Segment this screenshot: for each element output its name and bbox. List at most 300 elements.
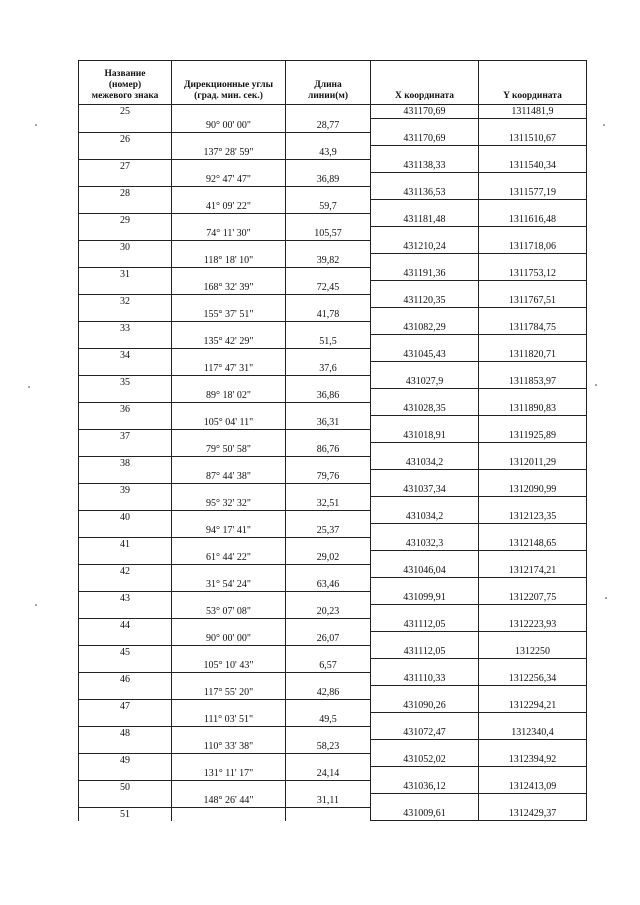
angle-cell-empty bbox=[172, 159, 286, 173]
y-coordinate-cell: 1311510,67 bbox=[479, 132, 587, 146]
y-coordinate-cell-empty bbox=[479, 443, 587, 457]
mark-name-cell-empty bbox=[79, 524, 172, 538]
line-length-cell: 29,02 bbox=[286, 551, 371, 565]
mark-name-cell: 48 bbox=[79, 726, 172, 740]
angle-cell-empty bbox=[172, 321, 286, 335]
y-coordinate-cell-empty bbox=[479, 227, 587, 241]
line-length-cell: 39,82 bbox=[286, 254, 371, 268]
table-row-point bbox=[79, 780, 587, 794]
y-coordinate-cell-empty bbox=[479, 416, 587, 430]
y-coordinate-cell-empty bbox=[479, 686, 587, 700]
directional-angle-cell: 105° 10' 43" bbox=[172, 659, 286, 673]
y-coordinate-cell: 1311718,06 bbox=[479, 240, 587, 254]
x-coordinate-cell: 431027,9 bbox=[371, 375, 479, 389]
line-length-cell: 25,37 bbox=[286, 524, 371, 538]
mark-name-cell: 34 bbox=[79, 348, 172, 362]
directional-angle-cell: 61° 44' 22" bbox=[172, 551, 286, 565]
y-coordinate-cell-empty bbox=[479, 119, 587, 133]
directional-angle-cell: 111° 03' 51" bbox=[172, 713, 286, 727]
length-cell-empty bbox=[286, 483, 371, 497]
table-row-point bbox=[79, 483, 587, 497]
length-cell-empty bbox=[286, 348, 371, 362]
line-length-cell: 41,78 bbox=[286, 308, 371, 322]
y-coordinate-cell: 1311890,83 bbox=[479, 402, 587, 416]
mark-name-cell-empty bbox=[79, 146, 172, 160]
y-coordinate-cell-empty bbox=[479, 794, 587, 808]
y-coordinate-cell-empty bbox=[479, 281, 587, 295]
length-cell-empty bbox=[286, 429, 371, 443]
table-row-point bbox=[79, 132, 587, 146]
mark-name-cell: 29 bbox=[79, 213, 172, 227]
mark-name-cell-empty bbox=[79, 740, 172, 754]
line-length-cell: 72,45 bbox=[286, 281, 371, 295]
angle-cell-empty bbox=[172, 267, 286, 281]
table-row-point bbox=[79, 186, 587, 200]
table-row-segment bbox=[79, 686, 587, 700]
table-row-segment bbox=[79, 443, 587, 457]
line-length-cell: 37,6 bbox=[286, 362, 371, 376]
line-length-cell: 28,77 bbox=[286, 119, 371, 133]
length-cell-empty bbox=[286, 618, 371, 632]
length-cell-empty bbox=[286, 159, 371, 173]
y-coordinate-cell-empty bbox=[479, 308, 587, 322]
x-coordinate-cell-empty bbox=[371, 605, 479, 619]
angle-cell-empty bbox=[172, 807, 286, 821]
table-row-segment bbox=[79, 524, 587, 538]
mark-name-cell-empty bbox=[79, 794, 172, 808]
y-coordinate-cell-empty bbox=[479, 605, 587, 619]
y-coordinate-cell-empty bbox=[479, 578, 587, 592]
header-mark-name: Название (номер) межевого знака bbox=[79, 61, 172, 105]
mark-name-cell-empty bbox=[79, 227, 172, 241]
header-line-length: Длина линии(м) bbox=[286, 61, 371, 105]
directional-angle-cell: 74° 11' 30" bbox=[172, 227, 286, 241]
table-row-segment bbox=[79, 632, 587, 646]
x-coordinate-cell: 431034,2 bbox=[371, 510, 479, 524]
table-row-segment bbox=[79, 740, 587, 754]
table-row-segment bbox=[79, 254, 587, 268]
table-row-segment bbox=[79, 659, 587, 673]
line-length-cell: 79,76 bbox=[286, 470, 371, 484]
angle-cell-empty bbox=[172, 591, 286, 605]
mark-name-cell-empty bbox=[79, 173, 172, 187]
x-coordinate-cell: 431210,24 bbox=[371, 240, 479, 254]
table-row-point bbox=[79, 510, 587, 524]
directional-angle-cell: 95° 32' 32" bbox=[172, 497, 286, 511]
mark-name-cell-empty bbox=[79, 713, 172, 727]
x-coordinate-cell: 431018,91 bbox=[371, 429, 479, 443]
mark-name-cell: 40 bbox=[79, 510, 172, 524]
x-coordinate-cell-empty bbox=[371, 470, 479, 484]
angle-cell-empty bbox=[172, 780, 286, 794]
scan-speck bbox=[595, 384, 597, 386]
y-coordinate-cell-empty bbox=[479, 389, 587, 403]
x-coordinate-cell: 431120,35 bbox=[371, 294, 479, 308]
length-cell-empty bbox=[286, 537, 371, 551]
y-coordinate-cell: 1311784,75 bbox=[479, 321, 587, 335]
length-cell-empty bbox=[286, 240, 371, 254]
mark-name-cell: 33 bbox=[79, 321, 172, 335]
length-cell-empty bbox=[286, 645, 371, 659]
header-x-coordinate: X координата bbox=[371, 61, 479, 105]
directional-angle-cell: 89° 18' 02" bbox=[172, 389, 286, 403]
table-row-point bbox=[79, 699, 587, 713]
angle-cell-empty bbox=[172, 294, 286, 308]
angle-cell-empty bbox=[172, 483, 286, 497]
x-coordinate-cell: 431170,69 bbox=[371, 132, 479, 146]
length-cell-empty bbox=[286, 294, 371, 308]
directional-angle-cell: 135° 42' 29" bbox=[172, 335, 286, 349]
y-coordinate-cell: 1312223,93 bbox=[479, 618, 587, 632]
scan-speck bbox=[28, 386, 30, 388]
angle-cell-empty bbox=[172, 240, 286, 254]
line-length-cell: 20,23 bbox=[286, 605, 371, 619]
directional-angle-cell: 31° 54' 24" bbox=[172, 578, 286, 592]
x-coordinate-cell-empty bbox=[371, 551, 479, 565]
mark-name-cell: 26 bbox=[79, 132, 172, 146]
y-coordinate-cell-empty bbox=[479, 173, 587, 187]
y-coordinate-cell-empty bbox=[479, 200, 587, 214]
mark-name-cell: 45 bbox=[79, 645, 172, 659]
y-coordinate-cell: 1312413,09 bbox=[479, 780, 587, 794]
y-coordinate-cell: 1312256,34 bbox=[479, 672, 587, 686]
y-coordinate-cell-empty bbox=[479, 551, 587, 565]
directional-angle-cell: 94° 17' 41" bbox=[172, 524, 286, 538]
x-coordinate-cell-empty bbox=[371, 281, 479, 295]
y-coordinate-cell-empty bbox=[479, 632, 587, 646]
x-coordinate-cell-empty bbox=[371, 443, 479, 457]
angle-cell-empty bbox=[172, 456, 286, 470]
mark-name-cell-empty bbox=[79, 254, 172, 268]
mark-name-cell: 44 bbox=[79, 618, 172, 632]
length-cell-empty bbox=[286, 186, 371, 200]
length-cell-empty bbox=[286, 726, 371, 740]
line-length-cell: 49,5 bbox=[286, 713, 371, 727]
x-coordinate-cell: 431045,43 bbox=[371, 348, 479, 362]
mark-name-cell-empty bbox=[79, 443, 172, 457]
x-coordinate-cell: 431138,33 bbox=[371, 159, 479, 173]
table-row-segment bbox=[79, 119, 587, 133]
boundary-coordinates-table bbox=[78, 60, 587, 821]
y-coordinate-cell: 1311577,19 bbox=[479, 186, 587, 200]
x-coordinate-cell-empty bbox=[371, 632, 479, 646]
mark-name-cell-empty bbox=[79, 497, 172, 511]
line-length-cell: 86,76 bbox=[286, 443, 371, 457]
table-row-point bbox=[79, 564, 587, 578]
table-row-segment bbox=[79, 551, 587, 565]
table-row-point bbox=[79, 321, 587, 335]
mark-name-cell-empty bbox=[79, 362, 172, 376]
table-row-point bbox=[79, 753, 587, 767]
x-coordinate-cell-empty bbox=[371, 578, 479, 592]
directional-angle-cell: 87° 44' 38" bbox=[172, 470, 286, 484]
table-row-segment bbox=[79, 335, 587, 349]
length-cell-empty bbox=[286, 132, 371, 146]
directional-angle-cell: 155° 37' 51" bbox=[172, 308, 286, 322]
table-row-point bbox=[79, 267, 587, 281]
table-row-point bbox=[79, 618, 587, 632]
mark-name-cell-empty bbox=[79, 335, 172, 349]
length-cell-empty bbox=[286, 267, 371, 281]
angle-cell-empty bbox=[172, 402, 286, 416]
directional-angle-cell: 131° 11' 17" bbox=[172, 767, 286, 781]
mark-name-cell-empty bbox=[79, 551, 172, 565]
table-row-segment bbox=[79, 227, 587, 241]
x-coordinate-cell: 431046,04 bbox=[371, 564, 479, 578]
table-row-segment bbox=[79, 497, 587, 511]
x-coordinate-cell: 431090,26 bbox=[371, 699, 479, 713]
line-length-cell: 43,9 bbox=[286, 146, 371, 160]
table-row-segment bbox=[79, 146, 587, 160]
angle-cell-empty bbox=[172, 429, 286, 443]
y-coordinate-cell-empty bbox=[479, 335, 587, 349]
table-row-segment bbox=[79, 470, 587, 484]
directional-angle-cell: 117° 55' 20" bbox=[172, 686, 286, 700]
directional-angle-cell: 105° 04' 11" bbox=[172, 416, 286, 430]
x-coordinate-cell-empty bbox=[371, 200, 479, 214]
line-length-cell: 36,89 bbox=[286, 173, 371, 187]
mark-name-cell: 37 bbox=[79, 429, 172, 443]
y-coordinate-cell-empty bbox=[479, 740, 587, 754]
directional-angle-cell: 117° 47' 31" bbox=[172, 362, 286, 376]
y-coordinate-cell: 1312011,29 bbox=[479, 456, 587, 470]
line-length-cell: 32,51 bbox=[286, 497, 371, 511]
x-coordinate-cell-empty bbox=[371, 659, 479, 673]
length-cell-empty bbox=[286, 321, 371, 335]
x-coordinate-cell-empty bbox=[371, 254, 479, 268]
angle-cell-empty bbox=[172, 564, 286, 578]
mark-name-cell: 47 bbox=[79, 699, 172, 713]
line-length-cell: 24,14 bbox=[286, 767, 371, 781]
directional-angle-cell: 92° 47' 47" bbox=[172, 173, 286, 187]
length-cell-empty bbox=[286, 807, 371, 821]
y-coordinate-cell: 1311481,9 bbox=[479, 105, 587, 119]
line-length-cell: 105,57 bbox=[286, 227, 371, 241]
line-length-cell: 42,86 bbox=[286, 686, 371, 700]
table-row-segment bbox=[79, 389, 587, 403]
x-coordinate-cell: 431028,35 bbox=[371, 402, 479, 416]
x-coordinate-cell: 431009,61 bbox=[371, 807, 479, 821]
table-row-point bbox=[79, 726, 587, 740]
x-coordinate-cell-empty bbox=[371, 713, 479, 727]
mark-name-cell: 25 bbox=[79, 105, 172, 119]
length-cell-empty bbox=[286, 402, 371, 416]
table-row-segment bbox=[79, 605, 587, 619]
x-coordinate-cell-empty bbox=[371, 740, 479, 754]
angle-cell-empty bbox=[172, 537, 286, 551]
directional-angle-cell: 118° 18' 10" bbox=[172, 254, 286, 268]
y-coordinate-cell-empty bbox=[479, 470, 587, 484]
table-row-segment bbox=[79, 362, 587, 376]
table-row-segment bbox=[79, 767, 587, 781]
mark-name-cell-empty bbox=[79, 686, 172, 700]
x-coordinate-cell-empty bbox=[371, 794, 479, 808]
table-row-point bbox=[79, 537, 587, 551]
x-coordinate-cell: 431082,29 bbox=[371, 321, 479, 335]
y-coordinate-cell-empty bbox=[479, 254, 587, 268]
header-y-coordinate: Y координата bbox=[479, 61, 587, 105]
directional-angle-cell: 79° 50' 58" bbox=[172, 443, 286, 457]
x-coordinate-cell: 431112,05 bbox=[371, 645, 479, 659]
table-row-segment bbox=[79, 281, 587, 295]
x-coordinate-cell: 431037,34 bbox=[371, 483, 479, 497]
scan-speck bbox=[35, 124, 37, 126]
angle-cell-empty bbox=[172, 618, 286, 632]
y-coordinate-cell-empty bbox=[479, 146, 587, 160]
table-row-point bbox=[79, 240, 587, 254]
y-coordinate-cell: 1311853,97 bbox=[479, 375, 587, 389]
length-cell-empty bbox=[286, 510, 371, 524]
table-row-point bbox=[79, 348, 587, 362]
mark-name-cell-empty bbox=[79, 605, 172, 619]
mark-name-cell-empty bbox=[79, 470, 172, 484]
x-coordinate-cell: 431112,05 bbox=[371, 618, 479, 632]
angle-cell-empty bbox=[172, 645, 286, 659]
directional-angle-cell: 148° 26' 44" bbox=[172, 794, 286, 808]
x-coordinate-cell-empty bbox=[371, 173, 479, 187]
length-cell-empty bbox=[286, 753, 371, 767]
mark-name-cell: 51 bbox=[79, 807, 172, 821]
x-coordinate-cell: 431099,91 bbox=[371, 591, 479, 605]
angle-cell-empty bbox=[172, 726, 286, 740]
mark-name-cell: 31 bbox=[79, 267, 172, 281]
mark-name-cell-empty bbox=[79, 416, 172, 430]
table-row-segment bbox=[79, 308, 587, 322]
mark-name-cell-empty bbox=[79, 119, 172, 133]
y-coordinate-cell-empty bbox=[479, 497, 587, 511]
y-coordinate-cell-empty bbox=[479, 524, 587, 538]
mark-name-cell: 27 bbox=[79, 159, 172, 173]
y-coordinate-cell: 1311753,12 bbox=[479, 267, 587, 281]
angle-cell-empty bbox=[172, 348, 286, 362]
line-length-cell: 6,57 bbox=[286, 659, 371, 673]
mark-name-cell: 39 bbox=[79, 483, 172, 497]
table-row-point bbox=[79, 591, 587, 605]
x-coordinate-cell: 431034,2 bbox=[371, 456, 479, 470]
x-coordinate-cell: 431170,69 bbox=[371, 105, 479, 119]
y-coordinate-cell: 1312123,35 bbox=[479, 510, 587, 524]
line-length-cell: 36,31 bbox=[286, 416, 371, 430]
y-coordinate-cell: 1311616,48 bbox=[479, 213, 587, 227]
directional-angle-cell: 90° 00' 00" bbox=[172, 119, 286, 133]
x-coordinate-cell: 431181,48 bbox=[371, 213, 479, 227]
table-row-point bbox=[79, 105, 587, 119]
y-coordinate-cell: 1312429,37 bbox=[479, 807, 587, 821]
mark-name-cell-empty bbox=[79, 767, 172, 781]
y-coordinate-cell-empty bbox=[479, 659, 587, 673]
angle-cell-empty bbox=[172, 375, 286, 389]
directional-angle-cell: 110° 33' 38" bbox=[172, 740, 286, 754]
angle-cell-empty bbox=[172, 105, 286, 119]
angle-cell-empty bbox=[172, 186, 286, 200]
scan-speck bbox=[603, 124, 605, 126]
x-coordinate-cell-empty bbox=[371, 362, 479, 376]
length-cell-empty bbox=[286, 213, 371, 227]
length-cell-empty bbox=[286, 375, 371, 389]
x-coordinate-cell-empty bbox=[371, 416, 479, 430]
mark-name-cell-empty bbox=[79, 659, 172, 673]
line-length-cell: 58,23 bbox=[286, 740, 371, 754]
table-row-point bbox=[79, 645, 587, 659]
y-coordinate-cell: 1312294,21 bbox=[479, 699, 587, 713]
mark-name-cell: 41 bbox=[79, 537, 172, 551]
x-coordinate-cell: 431052,02 bbox=[371, 753, 479, 767]
y-coordinate-cell-empty bbox=[479, 767, 587, 781]
length-cell-empty bbox=[286, 564, 371, 578]
length-cell-empty bbox=[286, 699, 371, 713]
x-coordinate-cell: 431110,33 bbox=[371, 672, 479, 686]
y-coordinate-cell: 1312090,99 bbox=[479, 483, 587, 497]
length-cell-empty bbox=[286, 780, 371, 794]
angle-cell-empty bbox=[172, 132, 286, 146]
angle-cell-empty bbox=[172, 213, 286, 227]
x-coordinate-cell-empty bbox=[371, 146, 479, 160]
table-row-point bbox=[79, 672, 587, 686]
mark-name-cell: 49 bbox=[79, 753, 172, 767]
mark-name-cell: 36 bbox=[79, 402, 172, 416]
line-length-cell: 59,7 bbox=[286, 200, 371, 214]
x-coordinate-cell-empty bbox=[371, 389, 479, 403]
table-row-segment bbox=[79, 794, 587, 808]
directional-angle-cell: 168° 32' 39" bbox=[172, 281, 286, 295]
mark-name-cell: 28 bbox=[79, 186, 172, 200]
mark-name-cell-empty bbox=[79, 389, 172, 403]
table-row-point bbox=[79, 456, 587, 470]
mark-name-cell: 30 bbox=[79, 240, 172, 254]
mark-name-cell: 46 bbox=[79, 672, 172, 686]
y-coordinate-cell: 1312174,21 bbox=[479, 564, 587, 578]
y-coordinate-cell: 1312340,4 bbox=[479, 726, 587, 740]
y-coordinate-cell: 1312250 bbox=[479, 645, 587, 659]
x-coordinate-cell-empty bbox=[371, 686, 479, 700]
table-row-point bbox=[79, 159, 587, 173]
mark-name-cell-empty bbox=[79, 632, 172, 646]
table-row-segment bbox=[79, 173, 587, 187]
x-coordinate-cell-empty bbox=[371, 119, 479, 133]
table-body bbox=[79, 105, 587, 821]
y-coordinate-cell: 1311820,71 bbox=[479, 348, 587, 362]
line-length-cell: 63,46 bbox=[286, 578, 371, 592]
table-row-point bbox=[79, 402, 587, 416]
angle-cell-empty bbox=[172, 672, 286, 686]
x-coordinate-cell-empty bbox=[371, 497, 479, 511]
mark-name-cell-empty bbox=[79, 281, 172, 295]
x-coordinate-cell-empty bbox=[371, 227, 479, 241]
mark-name-cell: 38 bbox=[79, 456, 172, 470]
length-cell-empty bbox=[286, 105, 371, 119]
y-coordinate-cell: 1311540,34 bbox=[479, 159, 587, 173]
y-coordinate-cell-empty bbox=[479, 713, 587, 727]
directional-angle-cell: 90° 00' 00" bbox=[172, 632, 286, 646]
mark-name-cell: 35 bbox=[79, 375, 172, 389]
table-row-segment bbox=[79, 200, 587, 214]
line-length-cell: 26,07 bbox=[286, 632, 371, 646]
y-coordinate-cell: 1312394,92 bbox=[479, 753, 587, 767]
line-length-cell: 51,5 bbox=[286, 335, 371, 349]
y-coordinate-cell: 1311925,89 bbox=[479, 429, 587, 443]
x-coordinate-cell: 431136,53 bbox=[371, 186, 479, 200]
x-coordinate-cell-empty bbox=[371, 524, 479, 538]
line-length-cell: 31,11 bbox=[286, 794, 371, 808]
x-coordinate-cell: 431072,47 bbox=[371, 726, 479, 740]
y-coordinate-cell: 1312207,75 bbox=[479, 591, 587, 605]
table-row-segment bbox=[79, 713, 587, 727]
mark-name-cell-empty bbox=[79, 578, 172, 592]
length-cell-empty bbox=[286, 591, 371, 605]
mark-name-cell: 43 bbox=[79, 591, 172, 605]
length-cell-empty bbox=[286, 456, 371, 470]
angle-cell-empty bbox=[172, 699, 286, 713]
